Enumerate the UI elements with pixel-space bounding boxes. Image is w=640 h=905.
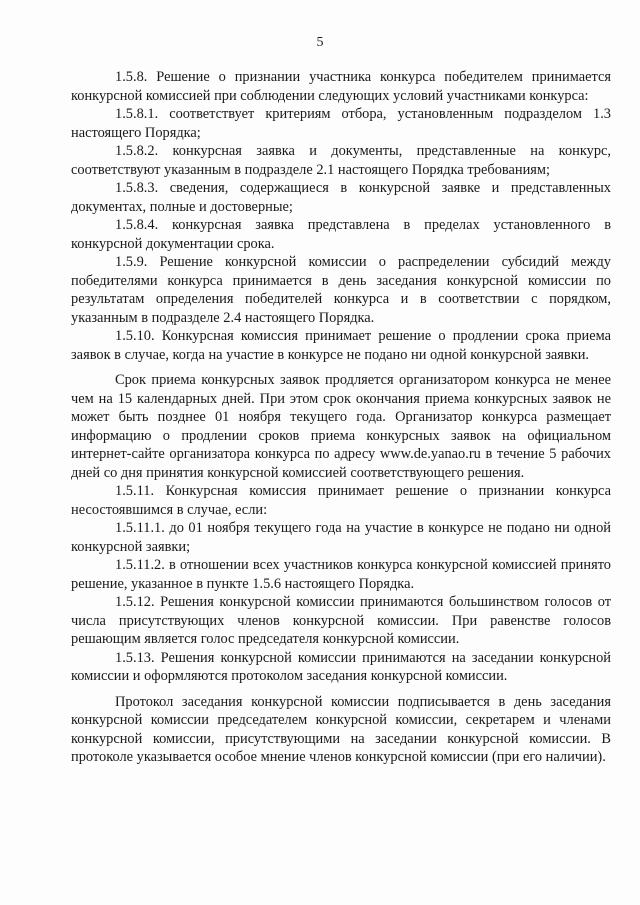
paragraph-1-5-11: 1.5.11. Конкурсная комиссия принимает решение о признании конкурса несостоявшимся в случае, если: bbox=[71, 483, 611, 518]
paragraph-1-5-9: 1.5.9. Решение конкурсной комиссии о распределении субсидий между победителями конкурса принимается в день заседания конкурсной комиссии по результатам определения победителей конкурса и в соответствии с порядком, указанным в подразделе 2.4 настоящего Порядка. bbox=[71, 254, 611, 326]
paragraph-deadline-extension: Срок приема конкурсных заявок продляется организатором конкурса не менее чем на 15 календарных дней. При этом срок окончания приема конкурсных заявок не может быть позднее 01 ноября текущего года. Организатор конкурса размещает информацию о продлении сроков приема конкурсных заявок на официальном интернет-сайте организатора конкурса по адресу www.de.yanao.ru в течение 5 рабочих дней со дня принятия конкурсной комиссией соответствующего решения. bbox=[71, 372, 611, 481]
paragraph-1-5-8-1: 1.5.8.1. соответствует критериям отбора, установленным подразделом 1.3 настоящего Порядка; bbox=[71, 106, 611, 141]
paragraph-1-5-13: 1.5.13. Решения конкурсной комиссии принимаются на заседании конкурсной комиссии и оформляются протоколом заседания конкурсной комиссии. bbox=[71, 649, 611, 684]
paragraph-1-5-8-4: 1.5.8.4. конкурсная заявка представлена в пределах установленного в конкурсной документации срока. bbox=[71, 217, 611, 252]
paragraph-1-5-10: 1.5.10. Конкурсная комиссия принимает решение о продлении срока приема заявок в случае, когда на участие в конкурсе не подано ни одной конкурсной заявки. bbox=[71, 328, 611, 363]
document-body bbox=[71, 68, 611, 767]
paragraph-protocol: Протокол заседания конкурсной комиссии подписывается в день заседания конкурсной комиссии председателем конкурсной комиссии, секретарем и членами конкурсной комиссии, присутствующими на заседании конкурсной комиссии. В протоколе указывается особое мнение членов конкурсной комиссии (при его наличии). bbox=[71, 693, 611, 765]
paragraph-1-5-12: 1.5.12. Решения конкурсной комиссии принимаются большинством голосов от числа присутствующих членов конкурсной комиссии. При равенстве голосов решающим является голос председателя конкурсной комиссии. bbox=[71, 594, 611, 647]
paragraph-1-5-11-1: 1.5.11.1. до 01 ноября текущего года на участие в конкурсе не подано ни одной конкурсной заявки; bbox=[71, 520, 611, 555]
paragraph-1-5-11-2: 1.5.11.2. в отношении всех участников конкурса конкурсной комиссией принято решение, указанное в пункте 1.5.6 настоящего Порядка. bbox=[71, 557, 611, 592]
page-number: 5 bbox=[316, 35, 324, 50]
paragraph-1-5-8-3: 1.5.8.3. сведения, содержащиеся в конкурсной заявке и представленных документах, полные и достоверные; bbox=[71, 180, 611, 215]
paragraph-1-5-8: 1.5.8. Решение о признании участника конкурса победителем принимается конкурсной комиссией при соблюдении следующих условий участниками конкурса: bbox=[71, 69, 611, 104]
paragraph-1-5-8-2: 1.5.8.2. конкурсная заявка и документы, представленные на конкурс, соответствуют указанным в подразделе 2.1 настоящего Порядка требованиям; bbox=[71, 143, 611, 178]
